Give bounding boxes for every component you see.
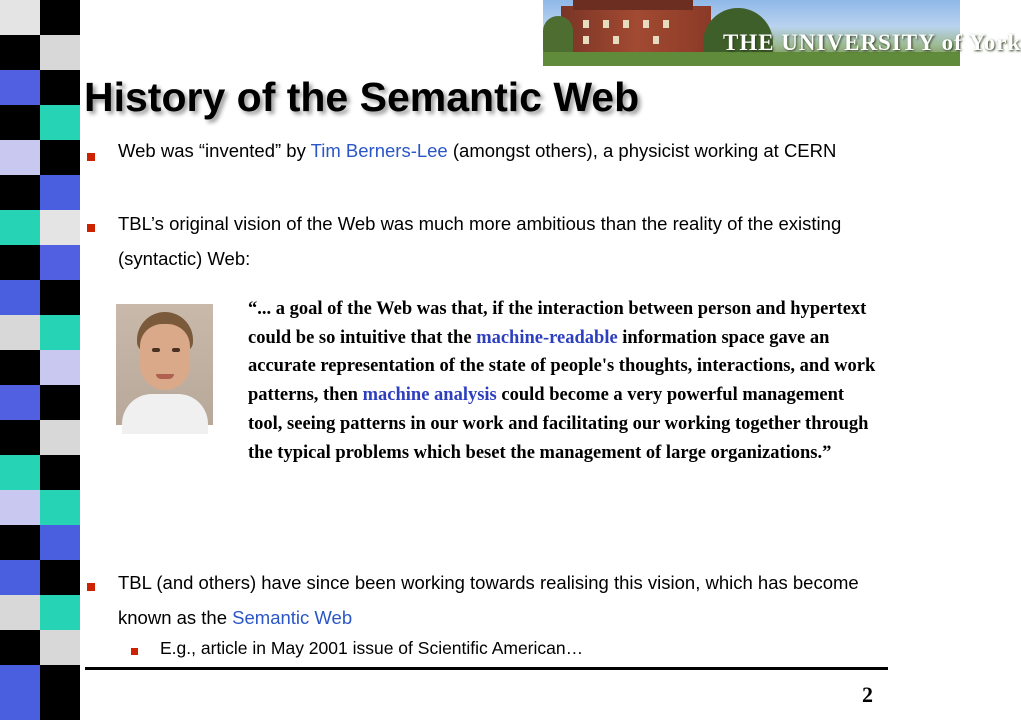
quote-highlight: machine-readable [476, 327, 618, 348]
left-decorative-strip [0, 0, 80, 720]
portrait-photo [116, 304, 213, 425]
sub-bullet-item: E.g., article in May 2001 issue of Scientific American… [160, 638, 584, 658]
university-logo-text: THE UNIVERSITY of York [723, 30, 1021, 55]
bullet-marker [87, 583, 95, 591]
footer-divider [85, 667, 888, 670]
link-text: Tim Berners-Lee [310, 140, 448, 161]
building-image [561, 6, 711, 56]
link-text: Semantic Web [232, 607, 353, 628]
quote-block: “... a goal of the Web was that, if the interaction between person and hypertext could be so intuitive that the machine-readable information space gave an accurate representation of the state of people's thoughts, interactions, and work patterns, then machine analysis could become a very powerful management tool, seeing patterns in our work and facilitating our working together through the typical problems which beset the management of large organizations.” [248, 299, 876, 463]
bullet-item: TBL’s original vision of the Web was much more ambitious than the reality of the existing (syntactic) Web: [118, 213, 842, 269]
bullet-item: Web was “invented” by Tim Berners-Lee (amongst others), a physicist working at CERN [118, 140, 837, 161]
sub-bullet-marker [131, 648, 138, 655]
bullet-marker [87, 153, 95, 161]
slide-title: History of the Semantic Web [84, 74, 640, 120]
bullet-item: TBL (and others) have since been working towards realising this vision, which has become known as the Semantic Web [118, 572, 859, 628]
page-number: 2 [862, 682, 873, 707]
university-banner [543, 0, 1021, 66]
bullet-marker [87, 224, 95, 232]
quote-highlight: machine analysis [362, 385, 497, 406]
